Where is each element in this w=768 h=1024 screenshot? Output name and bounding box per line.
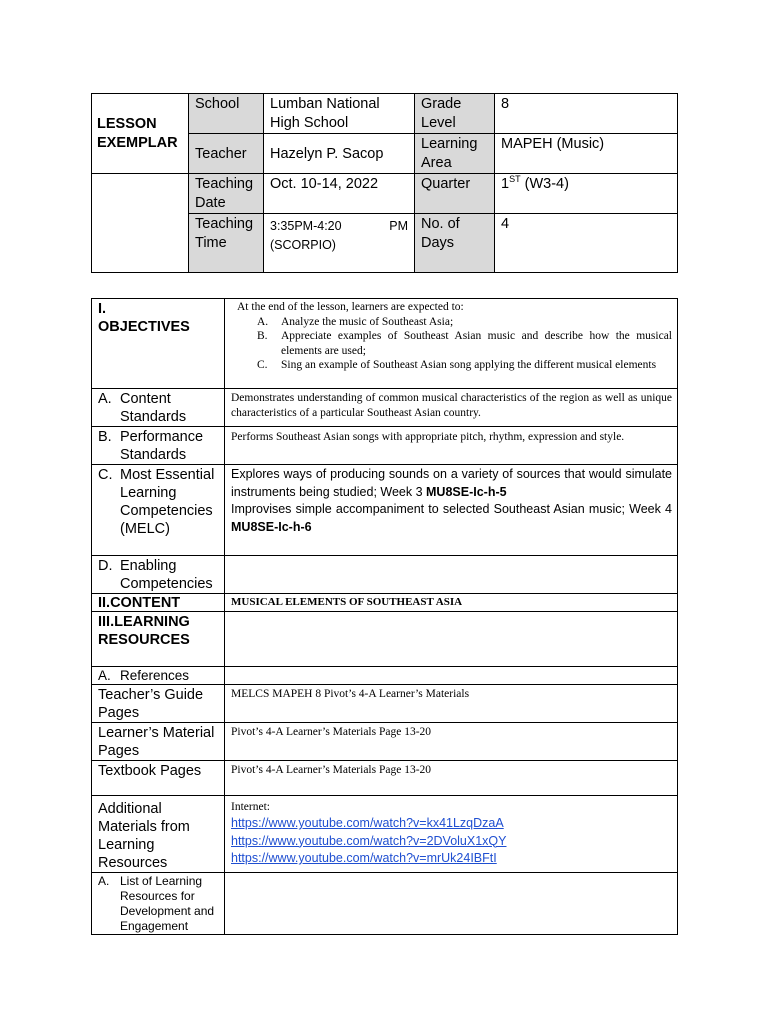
learning-resources-blank bbox=[225, 612, 678, 667]
teacher-label: Teacher bbox=[189, 134, 264, 174]
content-standards-label bbox=[92, 389, 225, 427]
internet-label: Internet: bbox=[231, 801, 270, 813]
row-num: B. bbox=[98, 429, 112, 445]
objective-text: Analyze the music of Southeast Asia; bbox=[281, 315, 454, 328]
quarter-num: 1 bbox=[501, 176, 510, 192]
objective-item bbox=[257, 329, 672, 358]
objective-text: Sing an example of Southeast Asian song applying the different musical elements bbox=[281, 359, 657, 372]
content-standards-text: Demonstrates understanding of common musical characteristics of the region as well as unique characteristics of a particular Southeast Asian country. bbox=[225, 389, 678, 427]
school-value: Lumban National High School bbox=[264, 94, 415, 134]
objective-item bbox=[257, 358, 672, 373]
school-label: School bbox=[189, 94, 264, 134]
row-num: A. bbox=[98, 668, 111, 683]
melc-competency-2: Improvises simple accompaniment to selected Southeast Asian music; Week 4 bbox=[231, 502, 672, 516]
learners-material-label: Learner’s Material Pages bbox=[92, 723, 225, 761]
title-line-1: LESSON bbox=[97, 116, 157, 132]
days-value: 4 bbox=[495, 214, 678, 273]
content-text: MUSICAL ELEMENTS OF SOUTHEAST ASIA bbox=[225, 594, 678, 612]
row-num: C. bbox=[98, 467, 113, 483]
objective-item bbox=[257, 315, 672, 330]
youtube-link-2[interactable]: https://www.youtube.com/watch?v=2DVoluX1xQY bbox=[231, 833, 507, 848]
time-value bbox=[264, 214, 415, 273]
melc-label bbox=[92, 465, 225, 556]
lesson-exemplar-title bbox=[92, 94, 189, 174]
teachers-guide-label: Teacher’s Guide Pages bbox=[92, 685, 225, 723]
row-num: A. bbox=[98, 874, 110, 888]
list-resources-label bbox=[92, 873, 225, 935]
header-blank-cell bbox=[92, 174, 189, 273]
time-line bbox=[270, 217, 408, 236]
youtube-link-1[interactable]: https://www.youtube.com/watch?v=kx41LzqDzaA bbox=[231, 816, 504, 830]
youtube-link-3[interactable]: https://www.youtube.com/watch?v=mrUk24IBFtI bbox=[231, 851, 497, 865]
lesson-header-table bbox=[91, 93, 678, 273]
time-start-end: 3:35PM-4:20 bbox=[270, 219, 342, 233]
melc-competency-1: Explores ways of producing sounds on a variety of sources that would simulate instruments being studied; Week 3 bbox=[231, 467, 672, 499]
days-label: No. of Days bbox=[415, 214, 495, 273]
objective-text: Appreciate examples of Southeast Asian music and describe how the musical elements are used; bbox=[281, 330, 672, 357]
list-resources-text bbox=[225, 873, 678, 935]
row-num: D. bbox=[98, 558, 113, 574]
content-label: II.CONTENT bbox=[92, 594, 225, 612]
row-label: Enabling Competencies bbox=[120, 558, 213, 592]
additional-materials-label: Additional Materials from Learning Resources bbox=[92, 796, 225, 873]
textbook-label: Textbook Pages bbox=[92, 761, 225, 796]
quarter-sup: ST bbox=[509, 174, 521, 185]
time-label: Teaching Time bbox=[189, 214, 264, 273]
date-label: Teaching Date bbox=[189, 174, 264, 214]
objectives-list bbox=[237, 315, 672, 373]
melc-text bbox=[225, 465, 678, 556]
lesson-plan-table bbox=[91, 298, 678, 935]
references-label bbox=[92, 667, 225, 685]
teacher-value: Hazelyn P. Sacop bbox=[264, 134, 415, 174]
objectives-intro: At the end of the lesson, learners are expected to: bbox=[237, 301, 464, 313]
row-label: Most Essential Learning Competencies (MELC) bbox=[120, 467, 215, 537]
grade-value: 8 bbox=[495, 94, 678, 134]
melc-code-2: MU8SE-Ic-h-6 bbox=[231, 519, 312, 534]
area-value: MAPEH (Music) bbox=[495, 134, 678, 174]
time-pm: PM bbox=[389, 219, 408, 233]
quarter-value bbox=[495, 174, 678, 214]
performance-standards-text: Performs Southeast Asian songs with appropriate pitch, rhythm, expression and style. bbox=[225, 427, 678, 465]
grade-label: Grade Level bbox=[415, 94, 495, 134]
quarter-label: Quarter bbox=[415, 174, 495, 214]
learners-material-text: Pivot’s 4-A Learner’s Materials Page 13-20 bbox=[225, 723, 678, 761]
objective-key: B. bbox=[257, 330, 268, 343]
objectives-title: OBJECTIVES bbox=[98, 319, 190, 335]
enabling-competencies-text bbox=[225, 556, 678, 594]
melc-code-1: MU8SE-Ic-h-5 bbox=[426, 484, 507, 499]
quarter-rest: (W3-4) bbox=[520, 176, 569, 192]
enabling-competencies-label bbox=[92, 556, 225, 594]
learning-resources-label: III.LEARNING RESOURCES bbox=[92, 612, 225, 667]
objectives-label bbox=[92, 299, 225, 389]
title-line-2: EXEMPLAR bbox=[97, 135, 178, 151]
performance-standards-label bbox=[92, 427, 225, 465]
objective-key: A. bbox=[257, 315, 269, 328]
row-label: References bbox=[120, 668, 190, 683]
references-blank bbox=[225, 667, 678, 685]
area-label: Learning Area bbox=[415, 134, 495, 174]
time-section: (SCORPIO) bbox=[270, 238, 336, 252]
objective-key: C. bbox=[257, 359, 268, 372]
teachers-guide-text: MELCS MAPEH 8 Pivot’s 4-A Learner’s Materials bbox=[225, 685, 678, 723]
objectives-num: I. bbox=[98, 301, 107, 317]
textbook-text: Pivot’s 4-A Learner’s Materials Page 13-20 bbox=[225, 761, 678, 796]
row-label: Performance Standards bbox=[120, 429, 204, 463]
date-value: Oct. 10-14, 2022 bbox=[264, 174, 415, 214]
row-num: A. bbox=[98, 391, 112, 407]
objectives-body bbox=[225, 299, 678, 389]
row-label: Content Standards bbox=[120, 391, 187, 425]
additional-materials-body bbox=[225, 796, 678, 873]
row-label: List of Learning Resources for Development and Engagement bbox=[120, 874, 215, 933]
